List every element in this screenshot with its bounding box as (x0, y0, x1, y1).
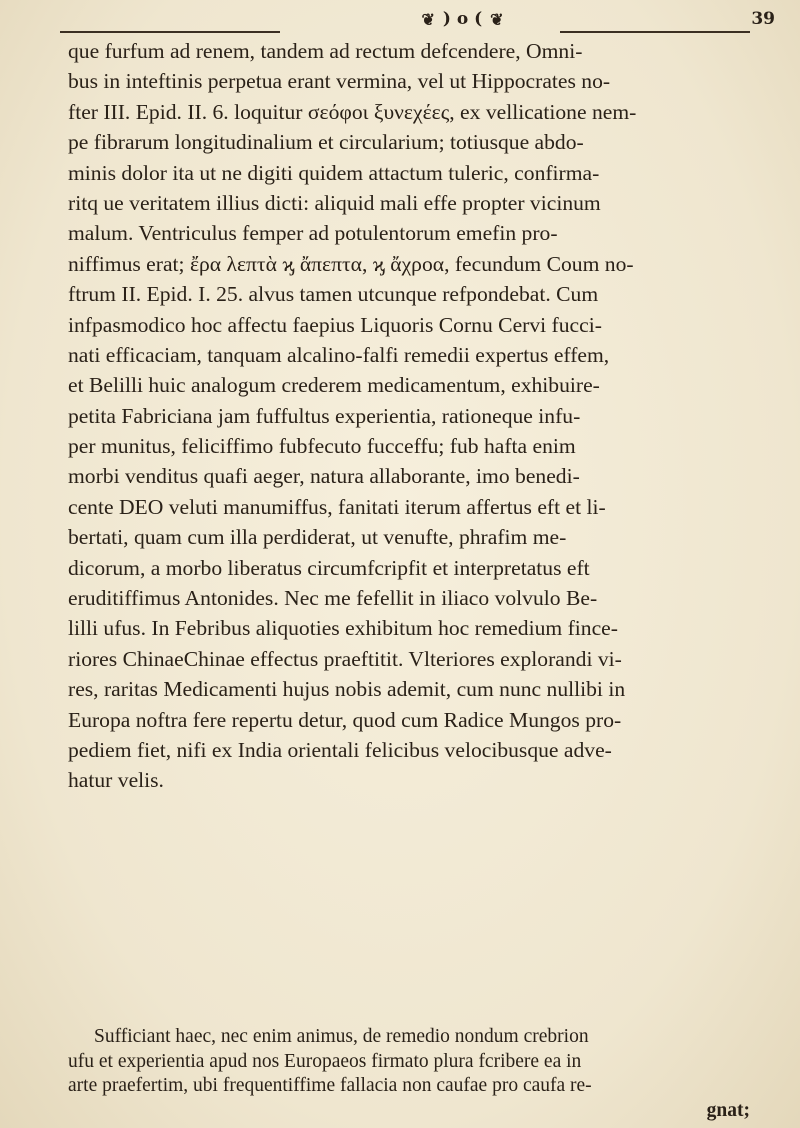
text-line: fter III. Epid. II. 6. loquitur σεόφοι ξυνεχέες, ex vellicatione nem- (68, 99, 637, 124)
text-line: malum. Ventriculus femper ad potulentorum emefin pro- (68, 221, 558, 246)
text-line: nati efficaciam, tanquam alcalino-falfi remedii expertus effem, (68, 342, 610, 367)
text-line: lilli ufus. In Febribus aliquoties exhibitum hoc remedium fince- (68, 616, 618, 641)
ornament-text: ) o ( (442, 9, 483, 29)
text-line: petita Fabriciana jam fuffultus experientia, rationeque infu- (68, 403, 581, 428)
header-rule-left (60, 31, 280, 33)
closing-paragraph (68, 1025, 768, 1123)
text-line: ritq ue veritatem illius dicti: aliquid mali effe propter vicinum (68, 190, 601, 215)
text-line: que furfum ad renem, tandem ad rectum defcendere, Omni- (68, 39, 583, 63)
text-line: niffimus erat; ἔρα λεπτὰ ϗ ἄπεπτα, ϗ ἄχροα, fecundum Coum no- (68, 251, 634, 276)
running-header (60, 4, 775, 32)
catchword: gnat; (706, 1099, 750, 1121)
text-line: morbi venditus quafi aeger, natura allaborante, imo benedi- (68, 464, 580, 489)
text-line: res, raritas Medicamenti hujus nobis ademit, cum nunc nullibi in (68, 677, 626, 702)
text-line: bus in inteftinis perpetua erant vermina, vel ut Hippocrates no- (68, 69, 611, 94)
text-line: bertati, quam cum illa perdiderat, ut venufte, phrafim me- (68, 525, 567, 550)
header-rule-right (560, 31, 750, 33)
text-line: infpasmodico hoc affectu faepius Liquoris Cornu Cervi fucci- (68, 312, 602, 337)
text-line: pe fibrarum longitudinalium et circularium; totiusque abdo- (68, 130, 584, 155)
text-line: ufu et experientia apud nos Europaeos firmato plura fcribere ea in (68, 1050, 582, 1072)
text-line: per munitus, feliciffimo fubfecuto fucceffu; fub hafta enim (68, 434, 576, 459)
fleuron-left-icon: ❦ (421, 9, 435, 29)
text-line: ftrum II. Epid. I. 25. alvus tamen utcunque refpondebat. Cum (68, 282, 599, 307)
text-line: Europa noftra fere repertu detur, quod cum Radice Mungos pro- (68, 707, 622, 732)
main-paragraph (68, 36, 768, 820)
text-line: arte praefertim, ubi frequentiffime fallacia non caufae pro caufa re- (68, 1075, 592, 1096)
page-number: 39 (751, 9, 775, 29)
text-line: hatur velis. (68, 768, 164, 793)
text-line: eruditiffimus Antonides. Nec me fefellit in iliaco volvulo Be- (68, 586, 598, 611)
fleuron-right-icon: ❦ (490, 9, 504, 29)
text-line: pediem fiet, nifi ex India orientali felicibus velocibusque adve- (68, 737, 612, 762)
text-line: Sufficiant haec, nec enim animus, de remedio nondum crebrion (94, 1026, 589, 1047)
text-line: dicorum, a morbo liberatus circumfcripfit et interpretatus eft (68, 555, 590, 580)
text-line: riores ChinaeChinae effectus praeftitit. Vlteriores explorandi vi- (68, 646, 622, 671)
header-ornament (375, 6, 550, 32)
text-line: minis dolor ita ut ne digiti quidem attactum tuleric, confirma- (68, 160, 600, 185)
text-line: cente DEO veluti manumiffus, fanitati iterum affertus eft et li- (68, 494, 606, 519)
text-line: et Belilli huic analogum crederem medicamentum, exhibuire- (68, 373, 600, 398)
